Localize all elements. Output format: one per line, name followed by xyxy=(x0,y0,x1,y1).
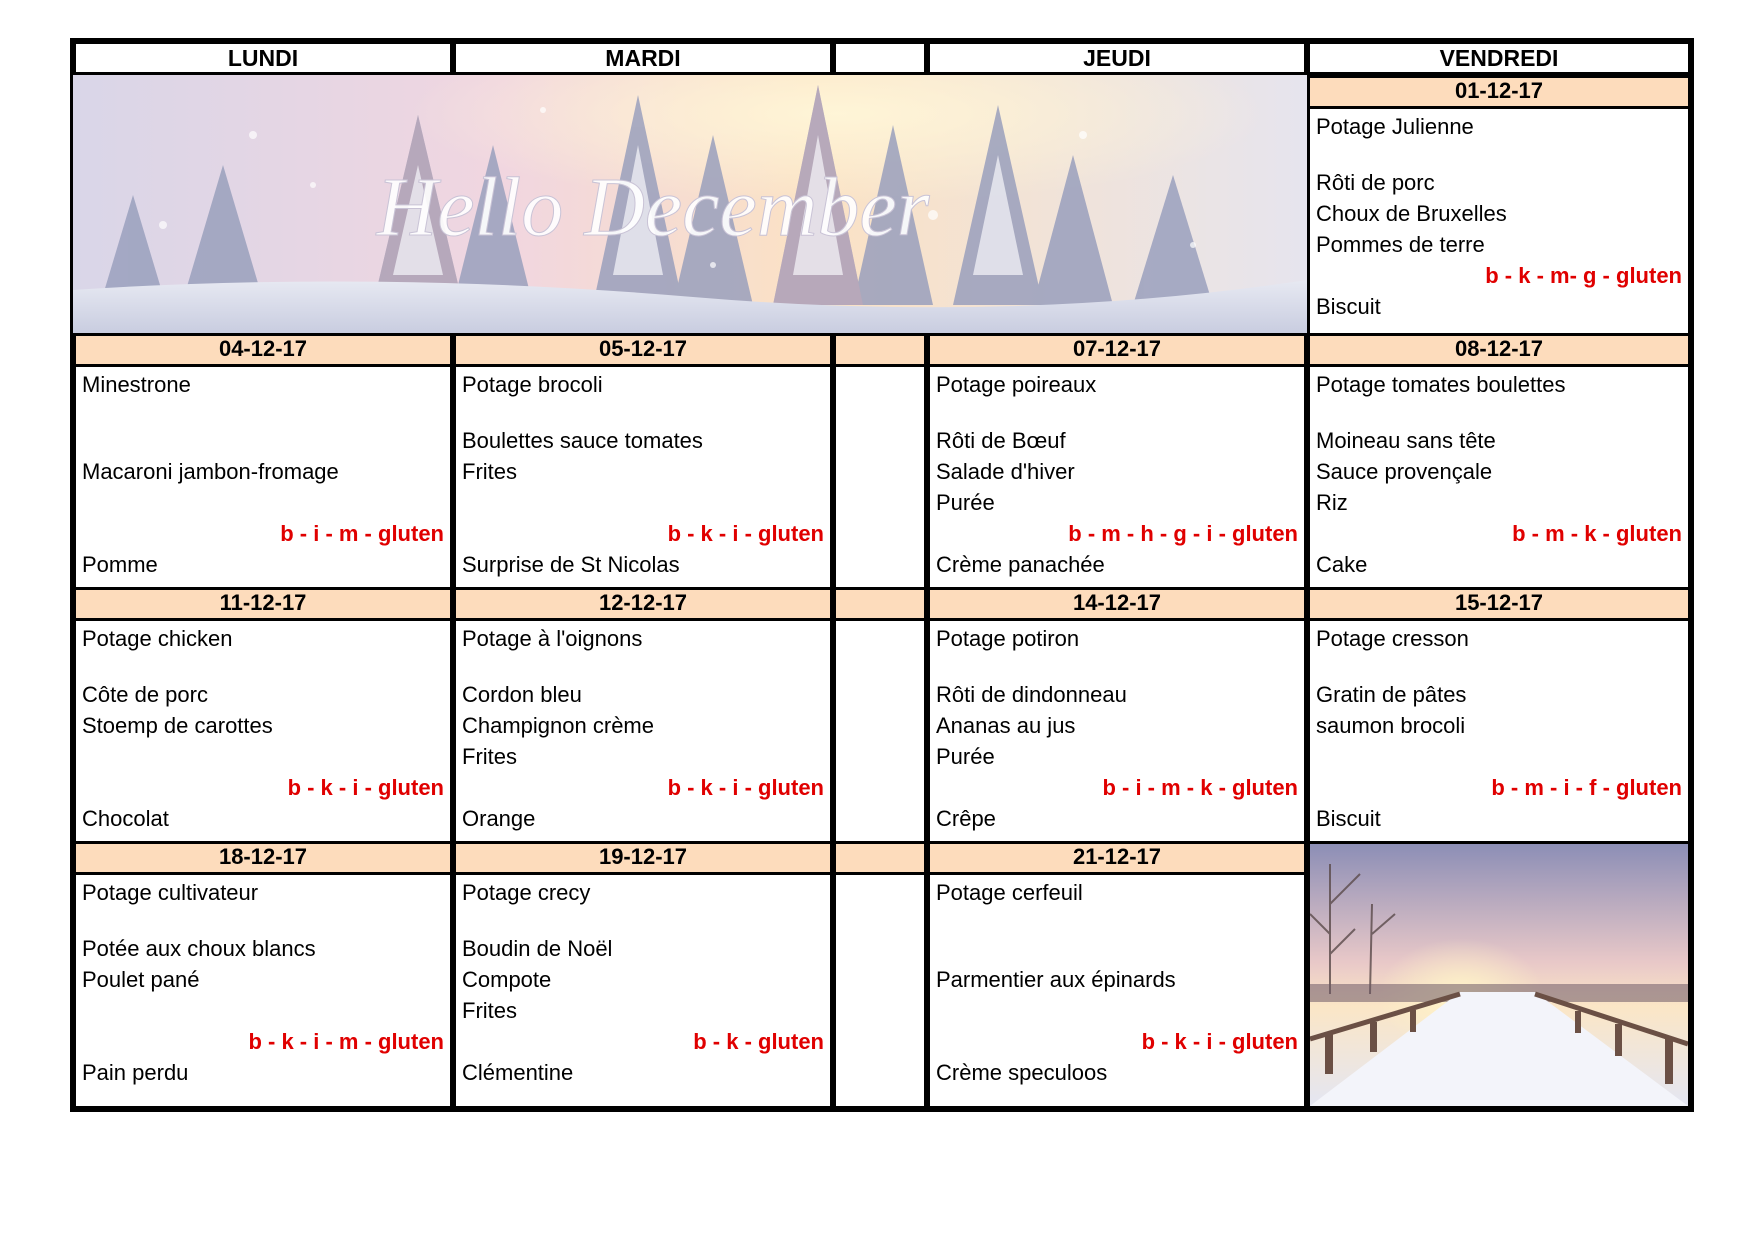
side-dish: Stoemp de carottes xyxy=(82,713,273,738)
allergen-list: b - m - k - gluten xyxy=(1512,521,1682,546)
menu-w4-mon xyxy=(73,872,453,1109)
date-07-12: 07-12-17 xyxy=(927,333,1307,367)
main-dish xyxy=(82,425,444,457)
allergen-list: b - k - i - m - gluten xyxy=(248,1029,444,1054)
menu-w1-fri xyxy=(1307,106,1691,336)
side-dish: Pommes de terre xyxy=(1316,232,1485,257)
date-12-12: 12-12-17 xyxy=(453,587,833,621)
allergen-list: b - k - i - gluten xyxy=(1141,1029,1298,1054)
side-dish: Poulet pané xyxy=(82,967,200,992)
soup: Potage tomates boulettes xyxy=(1316,372,1566,397)
side-dish: Compote xyxy=(462,967,552,992)
dessert: Pain perdu xyxy=(82,1060,189,1085)
dessert: Biscuit xyxy=(1316,806,1381,831)
allergen-list: b - i - m - gluten xyxy=(280,521,444,546)
side-dish: Frites xyxy=(462,459,517,484)
side-dish: Ananas au jus xyxy=(936,713,1076,738)
side-dish: saumon brocoli xyxy=(1316,713,1466,738)
allergen-list: b - k - i - gluten xyxy=(667,775,824,800)
date-11-12: 11-12-17 xyxy=(73,587,453,621)
main-dish: Potée aux choux blancs xyxy=(82,936,316,961)
soup: Potage crecy xyxy=(462,880,591,905)
menu-w3-mon xyxy=(73,618,453,844)
winter-bridge-image xyxy=(1307,841,1691,1109)
main-dish: Macaroni jambon-fromage xyxy=(82,459,339,484)
soup: Potage chicken xyxy=(82,626,233,651)
allergen-list: b - i - m - k - gluten xyxy=(1102,775,1298,800)
allergen-list: b - k - i - gluten xyxy=(667,521,824,546)
date-wednesday-blank xyxy=(833,841,927,875)
soup: Potage cerfeuil xyxy=(936,880,1083,905)
side-dish: Choux de Bruxelles xyxy=(1316,201,1507,226)
menu-w3-wed-blank xyxy=(833,618,927,844)
date-01-12: 01-12-17 xyxy=(1307,75,1691,109)
dessert: Crème speculoos xyxy=(936,1060,1108,1085)
header-mercredi xyxy=(833,41,927,75)
menu-w4-tue xyxy=(453,872,833,1109)
allergen-list: b - k - m- g - gluten xyxy=(1485,263,1682,288)
soup: Potage Julienne xyxy=(1316,114,1474,139)
dessert: Crêpe xyxy=(936,806,996,831)
header-lundi: LUNDI xyxy=(73,41,453,75)
soup: Potage brocoli xyxy=(462,372,603,397)
main-dish: Parmentier aux épinards xyxy=(936,967,1176,992)
menu-w4-thu xyxy=(927,872,1307,1109)
main-dish: Boudin de Noël xyxy=(462,936,613,961)
date-21-12: 21-12-17 xyxy=(927,841,1307,875)
side-dish: Purée xyxy=(936,490,995,515)
side-dish: Sauce provençale xyxy=(1316,459,1493,484)
soup: Potage poireaux xyxy=(936,372,1097,397)
menu-w2-wed-blank xyxy=(833,364,927,590)
main-dish: Rôti de dindonneau xyxy=(936,682,1127,707)
soup: Potage à l'oignons xyxy=(462,626,643,651)
menu-w3-thu xyxy=(927,618,1307,844)
allergen-list: b - k - gluten xyxy=(693,1029,824,1054)
allergen-list: b - m - h - g - i - gluten xyxy=(1068,521,1298,546)
banner-text: Hello December xyxy=(376,161,930,254)
hello-december-banner xyxy=(73,75,1307,333)
main-dish: Boulettes sauce tomates xyxy=(462,428,703,453)
side-dish: Frites xyxy=(462,744,517,769)
side-dish: Champignon crème xyxy=(462,713,654,738)
side-dish: Frites xyxy=(462,998,517,1023)
menu-calendar xyxy=(70,38,1694,1112)
main-dish: Rôti de porc xyxy=(1316,170,1435,195)
header-jeudi: JEUDI xyxy=(927,41,1307,75)
date-wednesday-blank xyxy=(833,333,927,367)
date-08-12: 08-12-17 xyxy=(1307,333,1691,367)
dessert: Surprise de St Nicolas xyxy=(462,552,680,577)
date-15-12: 15-12-17 xyxy=(1307,587,1691,621)
main-dish: Moineau sans tête xyxy=(1316,428,1496,453)
side-dish xyxy=(462,487,824,519)
soup: Minestrone xyxy=(82,372,191,397)
dessert: Cake xyxy=(1316,552,1368,577)
menu-w2-tue xyxy=(453,364,833,590)
allergen-list: b - m - i - f - gluten xyxy=(1491,775,1682,800)
header-vendredi: VENDREDI xyxy=(1307,41,1691,75)
dessert: Crème panachée xyxy=(936,552,1105,577)
side-dish xyxy=(1316,741,1682,773)
dessert: Biscuit xyxy=(1316,294,1381,319)
allergen-list: b - k - i - gluten xyxy=(287,775,444,800)
side-dish: Purée xyxy=(936,744,995,769)
menu-w2-thu xyxy=(927,364,1307,590)
side-dish xyxy=(82,741,444,773)
header-mardi: MARDI xyxy=(453,41,833,75)
side-dish: Salade d'hiver xyxy=(936,459,1075,484)
date-wednesday-blank xyxy=(833,587,927,621)
soup: Potage potiron xyxy=(936,626,1080,651)
side-dish xyxy=(936,995,1298,1027)
dessert: Chocolat xyxy=(82,806,169,831)
main-dish: Côte de porc xyxy=(82,682,208,707)
date-19-12: 19-12-17 xyxy=(453,841,833,875)
main-dish: Gratin de pâtes xyxy=(1316,682,1467,707)
main-dish: Rôti de Bœuf xyxy=(936,428,1066,453)
dessert: Clémentine xyxy=(462,1060,574,1085)
soup: Potage cultivateur xyxy=(82,880,259,905)
main-dish: Cordon bleu xyxy=(462,682,582,707)
date-05-12: 05-12-17 xyxy=(453,333,833,367)
menu-w2-mon xyxy=(73,364,453,590)
date-14-12: 14-12-17 xyxy=(927,587,1307,621)
menu-w3-tue xyxy=(453,618,833,844)
menu-w2-fri xyxy=(1307,364,1691,590)
dessert: Pomme xyxy=(82,552,158,577)
side-dish xyxy=(82,995,444,1027)
side-dish: Riz xyxy=(1316,490,1348,515)
dessert: Orange xyxy=(462,806,536,831)
date-04-12: 04-12-17 xyxy=(73,333,453,367)
menu-w4-wed-blank xyxy=(833,872,927,1109)
soup: Potage cresson xyxy=(1316,626,1469,651)
menu-w3-fri xyxy=(1307,618,1691,844)
side-dish xyxy=(82,487,444,519)
date-18-12: 18-12-17 xyxy=(73,841,453,875)
main-dish xyxy=(936,933,1298,965)
